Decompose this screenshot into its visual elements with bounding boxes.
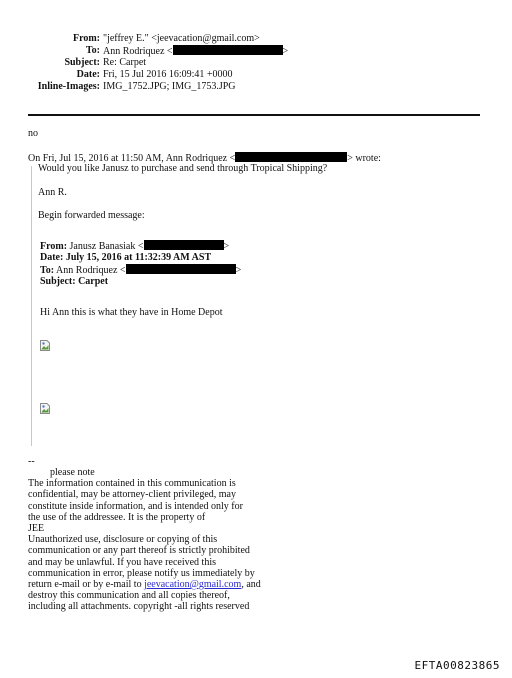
quote-line: Would you like Janusz to purchase and send through Tropical Shipping?	[38, 163, 328, 174]
redaction-bar	[235, 152, 347, 162]
disclaimer-line: Unauthorized use, disclosure or copying of this	[28, 534, 218, 546]
disclaimer-line: The information contained in this communication is	[28, 478, 236, 490]
email-link[interactable]: jeevacation@gmail.com	[144, 578, 242, 590]
disclaimer-email-line	[28, 579, 261, 590]
broken-image-icon[interactable]	[40, 340, 50, 351]
header-from-value: "jeffrey E." <jeevacation@gmail.com>	[103, 33, 260, 44]
forwarded-subject-value: Carpet	[78, 276, 109, 287]
header-from-label: From:	[72, 33, 100, 44]
forward-label: Begin forwarded message:	[38, 210, 145, 221]
disclaimer-line: and may be unlawful. If you have received this	[28, 556, 216, 568]
signature-block	[28, 467, 261, 612]
header-date-label: Date:	[76, 69, 100, 80]
quote-intro-wrote: > wrote:	[347, 153, 381, 164]
forwarded-to-close: >	[235, 265, 242, 276]
disclaimer-line: destroy this communication and all copies thereof,	[28, 590, 230, 602]
forwarded-from-label: From:	[40, 241, 68, 252]
header-inline-images-row	[0, 81, 512, 93]
quote-signature: Ann R.	[38, 187, 67, 198]
header-divider	[28, 114, 480, 116]
forwarded-subject-label: Subject:	[40, 276, 76, 287]
disclaimer-email-suffix: , and	[241, 578, 261, 590]
forwarded-to-row	[40, 264, 241, 276]
reply-text: no	[28, 128, 38, 139]
disclaimer-line: including all attachments. copyright -all rights reserved	[28, 601, 250, 613]
forwarded-from-row	[40, 240, 241, 252]
header-to-label: To:	[85, 45, 100, 56]
forwarded-date-row	[40, 252, 241, 264]
disclaimer-line: confidential, may be attorney-client privileged, may	[28, 489, 236, 501]
disclaimer-line: communication in error, please notify us immediately by	[28, 567, 255, 579]
forwarded-from-close: >	[223, 241, 230, 252]
redaction-bar	[126, 264, 236, 274]
signature-dashes: --	[28, 456, 35, 467]
forwarded-to-name: Ann Rodriquez <	[56, 265, 126, 276]
header-subject-value: Re: Carpet	[103, 57, 147, 68]
header-to-name: Ann Rodriquez <	[103, 46, 173, 57]
document-id: EFTA00823865	[414, 659, 500, 672]
header-inline-images-label: Inline-Images:	[37, 81, 100, 92]
quote-bar	[31, 166, 32, 446]
header-date-value: Fri, 15 Jul 2016 16:09:41 +0000	[103, 69, 233, 80]
disclaimer-line: the use of the addressee. It is the property of	[28, 511, 206, 523]
redaction-bar	[173, 45, 283, 55]
header-date-row	[0, 69, 512, 81]
forwarded-header	[40, 240, 241, 288]
forwarded-subject-row	[40, 276, 241, 288]
forwarded-message: Hi Ann this is what they have in Home Depot	[40, 307, 223, 318]
broken-image-icon[interactable]	[40, 403, 50, 414]
signature-note: please note	[50, 467, 95, 478]
disclaimer-line: JEE	[28, 522, 45, 534]
quote-intro-text: On Fri, Jul 15, 2016 at 11:50 AM, Ann Rodriquez <	[28, 153, 236, 164]
header-subject-row	[0, 57, 512, 69]
forwarded-date-value: July 15, 2016 at 11:32:39 AM AST	[65, 252, 212, 263]
forwarded-to-label: To:	[40, 265, 55, 276]
disclaimer-line: constitute inside information, and is intended only for	[28, 500, 243, 512]
header-inline-images-value: IMG_1752.JPG; IMG_1753.JPG	[103, 81, 236, 92]
email-header	[0, 33, 512, 93]
header-from-row	[0, 33, 512, 45]
header-to-row	[0, 45, 512, 57]
header-subject-label: Subject:	[64, 57, 100, 68]
disclaimer-line: communication or any part thereof is strictly prohibited	[28, 545, 250, 557]
forwarded-from-name: Janusz Banasiak <	[69, 241, 144, 252]
redaction-bar	[144, 240, 224, 250]
disclaimer-email-prefix: return e-mail or by e-mail to	[28, 578, 145, 590]
forwarded-date-label: Date:	[40, 252, 64, 263]
header-to-close: >	[282, 46, 289, 57]
